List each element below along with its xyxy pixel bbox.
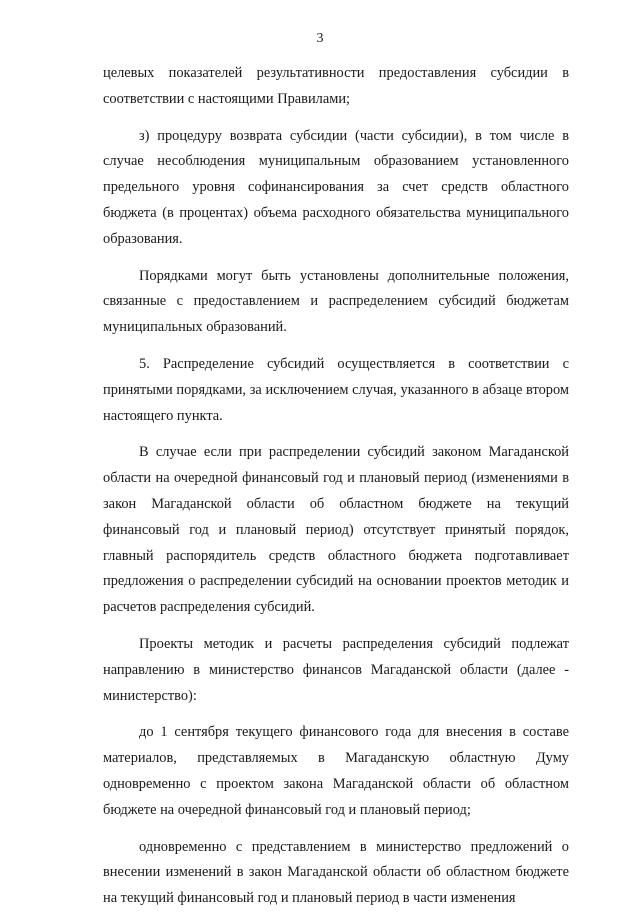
page-number: 3 xyxy=(316,31,324,46)
paragraph-item-5: 5. Распределение субсидий осуществляется в соответствии с принятыми порядками, за исключением случая, указанного в абзаце втором настоящего пункта. xyxy=(103,355,569,424)
paragraph-simultaneous-submission: одновременно с представлением в министерство предложений о внесении изменений в закон Магаданской области об областном бюджете на текущий финансовый год и плановый период в части изменения xyxy=(103,838,569,907)
document-body xyxy=(103,61,569,912)
paragraph-deadline-september: до 1 сентября текущего финансового года для внесения в составе материалов, представляемых в Магаданскую областную Думу одновременно с проектом закона Магаданской области об областном бюджете на очередной финансовый год и плановый период; xyxy=(103,724,569,818)
paragraph-refund-procedure: з) процедуру возврата субсидии (части субсидии), в том числе в случае несоблюдения муниципальным образованием установленного предельного уровня софинансирования за счет средств областного бюджета (в процентах) объема расходного обязательства муниципального образования. xyxy=(103,127,569,247)
paragraph-additional-provisions: Порядками могут быть установлены дополнительные положения, связанные с предоставлением и распределением субсидий бюджетам муниципальных образований. xyxy=(103,267,569,336)
paragraph-continuation: целевых показателей результативности предоставления субсидии в соответствии с настоящими Правилами; xyxy=(103,65,569,107)
paragraph-distribution-case: В случае если при распределении субсидий законом Магаданской области на очередной финансовый год и плановый период (изменениями в закон Магаданской области об областном бюджете на текущий финансовый год и плановый период) отсутствует принятый порядок, главный распорядитель средств областного бюджета подготавливает предложения о распределении субсидий на основании проектов методик и расчетов распределения субсидий. xyxy=(103,444,569,616)
paragraph-draft-methods: Проекты методик и расчеты распределения субсидий подлежат направлению в министерство финансов Магаданской области (далее - министерство): xyxy=(103,635,569,704)
